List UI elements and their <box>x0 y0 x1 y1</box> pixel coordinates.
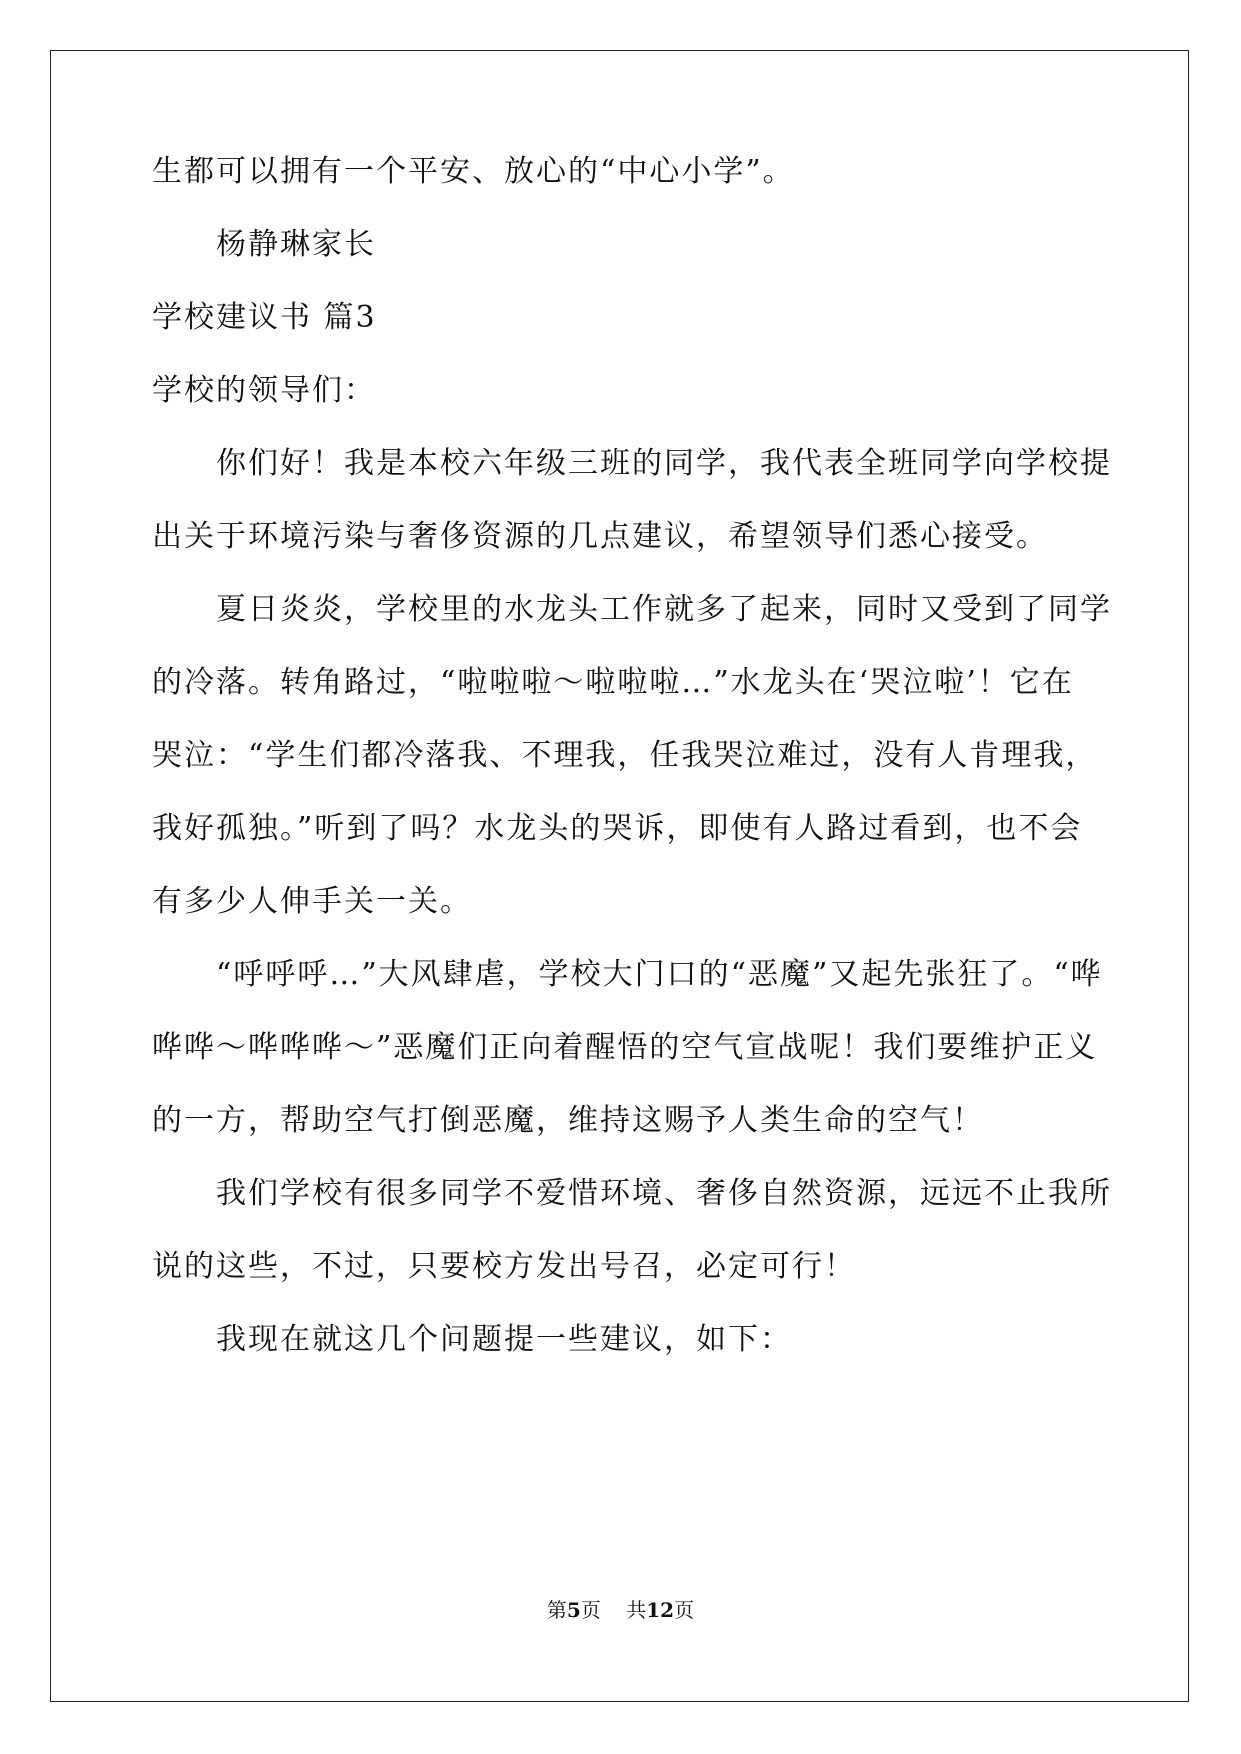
text-line: 的一方，帮助空气打倒恶魔，维持这赐予人类生命的空气！ <box>152 1103 984 1138</box>
signature-line: 杨静琳家长 <box>216 227 376 262</box>
text-line: 你们好！我是本校六年级三班的同学，我代表全班同学向学校提 <box>216 446 1112 481</box>
text-line: 出关于环境污染与奢侈资源的几点建议，希望领导们悉心接受。 <box>152 519 1048 554</box>
total-suffix: 页 <box>674 1598 695 1622</box>
text-line: 有多少人伸手关一关。 <box>152 884 472 919</box>
page-suffix: 页 <box>580 1598 601 1622</box>
text-line: 我好孤独。”听到了吗？水龙头的哭诉，即使有人路过看到，也不会 <box>152 811 1083 846</box>
page-footer <box>0 1597 1241 1623</box>
text-line: 我们学校有很多同学不爱惜环境、奢侈自然资源，远远不止我所 <box>216 1176 1112 1211</box>
text-line: 哗哗～哗哗哗～”恶魔们正向着醒悟的空气宣战呢！我们要维护正义 <box>152 1030 1098 1065</box>
salutation: 学校的领导们： <box>152 373 376 408</box>
text-line: 的冷落。转角路过，“啦啦啦～啦啦啦…”水龙头在‘哭泣啦’！它在 <box>152 665 1074 700</box>
section-heading: 学校建议书 篇3 <box>152 300 377 335</box>
text-line: 哭泣：“学生们都冷落我、不理我，任我哭泣难过，没有人肯理我， <box>152 738 1098 773</box>
total-prefix: 共 <box>626 1598 647 1622</box>
text-line: 夏日炎炎，学校里的水龙头工作就多了起来，同时又受到了同学 <box>216 592 1112 627</box>
page-prefix: 第 <box>546 1598 567 1622</box>
text-line: 我现在就这几个问题提一些建议，如下： <box>216 1322 792 1357</box>
page-number: 5 <box>566 1598 581 1622</box>
text-line: 生都可以拥有一个平安、放心的“中心小学”。 <box>152 154 795 189</box>
text-line: “呼呼呼…”大风肆虐，学校大门口的“恶魔”又起先张狂了。“哗 <box>216 957 1103 992</box>
text-line: 说的这些，不过，只要校方发出号召，必定可行！ <box>152 1249 856 1284</box>
page-total: 12 <box>646 1598 675 1622</box>
